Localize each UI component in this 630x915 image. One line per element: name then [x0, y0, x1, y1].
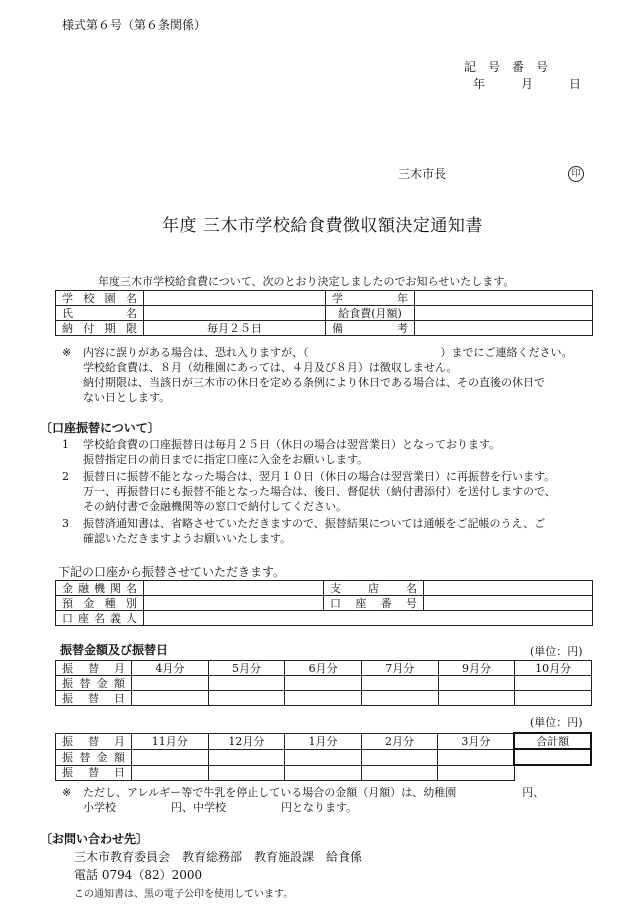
reference-number: 記 号 番 号	[464, 60, 549, 74]
table-row	[56, 321, 593, 336]
total-header: 合計額	[514, 733, 591, 749]
remarks-label: 備考	[326, 321, 415, 336]
transfer-heading: 〔口座振替について〕	[40, 421, 160, 435]
name-value	[144, 306, 326, 321]
grade-value	[415, 291, 593, 306]
grade-label: 学年	[326, 291, 415, 306]
table-row	[56, 749, 592, 765]
transfer-item-number: 3	[62, 517, 69, 530]
issuer-name: 三木市長	[398, 167, 447, 181]
schedule-table-2	[55, 732, 592, 781]
notes-line: 学校給食費は、８月（幼稚園にあっては、４月及び８月）は徴収しません。	[83, 361, 458, 374]
school-value	[144, 291, 326, 306]
transfer-date-label: 振替日	[56, 765, 132, 780]
notes-mark: ※	[62, 346, 72, 359]
notes-line: 内容に誤りがある場合は、恐れ入りますが、（ ）までにご連絡ください。	[83, 346, 573, 359]
allergy-line: ただし、アレルギー等で牛乳を停止している場合の金額（月額）は、幼稚園 円、	[83, 786, 545, 799]
account-number-value	[424, 596, 593, 611]
seal-footnote: この通知書は、黒の電子公印を使用しています。	[74, 889, 294, 900]
transfer-date-label: 振替日	[56, 691, 132, 706]
table-row	[56, 733, 592, 749]
month-header: 1月分	[285, 733, 362, 749]
month-header: 7月分	[361, 661, 438, 676]
contact-phone: 電話 0794（82）2000	[74, 868, 203, 882]
month-header: 10月分	[515, 661, 592, 676]
document-title: 年度 三木市学校給食費徴収額決定通知書	[162, 216, 483, 236]
table-row	[56, 661, 592, 676]
notes-line: ない日とします。	[83, 391, 171, 404]
seal-mark: 印	[568, 166, 584, 182]
account-type-label: 預金種別	[56, 596, 144, 611]
month-header: 3月分	[438, 733, 515, 749]
student-info-table	[55, 290, 593, 336]
account-holder-value	[144, 611, 593, 626]
bank-value	[144, 581, 324, 596]
account-heading: 下記の口座から振替させていただきます。	[58, 565, 286, 579]
table-row	[56, 581, 593, 596]
allergy-line: 小学校 円、中学校 円となります。	[83, 801, 358, 814]
transfer-item-number: 2	[62, 470, 69, 483]
branch-label: 支店名	[324, 581, 424, 596]
notes-line: 納付期限は、当該日が三木市の休日を定める条例により休日である場合は、その直後の休日で	[83, 376, 545, 389]
intro-text: 年度三木市学校給食費について、次のとおり決定しましたのでお知らせいたします。	[98, 275, 515, 288]
transfer-item-line: 学校給食費の口座振替日は毎月２５日（休日の場合は翌営業日）となっております。	[83, 438, 501, 451]
transfer-item-line: 確認いただきますようお願いいたします。	[83, 532, 292, 545]
table-row	[56, 765, 592, 780]
deadline-label: 納付期限	[56, 321, 144, 336]
branch-value	[424, 581, 593, 596]
month-header: 5月分	[208, 661, 285, 676]
month-header: 2月分	[361, 733, 438, 749]
month-header: 11月分	[132, 733, 209, 749]
table-row	[56, 676, 592, 691]
contact-heading: 〔お問い合わせ先〕	[40, 832, 149, 846]
table-row	[56, 611, 593, 626]
month-header: 6月分	[285, 661, 362, 676]
transfer-amount-label: 振替金額	[56, 676, 132, 691]
table-row	[56, 291, 593, 306]
table-row	[56, 596, 593, 611]
transfer-amount-label: 振替金額	[56, 749, 132, 765]
transfer-item-line: 振替済通知書は、省略させていただきますので、振替結果については通帳をご記帳のうえ、ご	[83, 517, 546, 530]
contact-organization: 三木市教育委員会 教育総務部 教育施設課 給食係	[74, 850, 363, 864]
account-number-label: 口座番号	[324, 596, 424, 611]
remarks-value	[415, 321, 593, 336]
form-number: 様式第６号（第６条関係）	[62, 18, 207, 32]
allergy-mark: ※	[62, 786, 72, 799]
schedule-heading: 振替金額及び振替日	[60, 643, 169, 657]
schedule-table-1	[55, 660, 592, 706]
unit-label: (単位：円)	[530, 645, 583, 658]
account-type-value	[144, 596, 324, 611]
month-header: 4月分	[132, 661, 209, 676]
transfer-item-line: 振替指定日の前日までに指定口座に入金をお願いします。	[83, 453, 369, 466]
month-header: 9月分	[438, 661, 515, 676]
account-table	[55, 580, 593, 626]
month-header: 12月分	[208, 733, 285, 749]
table-row	[56, 306, 593, 321]
table-row	[56, 691, 592, 706]
fee-label: 給食費(月額)	[326, 306, 415, 321]
unit-label: (単位：円)	[530, 716, 583, 729]
issue-date: 年 月 日	[473, 77, 582, 91]
transfer-month-label: 振替月	[56, 733, 132, 749]
deadline-value: 毎月２５日	[144, 321, 326, 336]
school-label: 学校園名	[56, 291, 144, 306]
total-value	[514, 749, 591, 765]
transfer-month-label: 振替月	[56, 661, 132, 676]
fee-value	[415, 306, 593, 321]
transfer-item-number: 1	[62, 438, 69, 451]
transfer-item-line: 万一、再振替日にも振替不能となった場合は、後日、督促状（納付書添付）を送付しますので、	[83, 485, 556, 498]
account-holder-label: 口座名義人	[56, 611, 144, 626]
transfer-item-line: 振替日に振替不能となった場合は、翌月１０日（休日の場合は翌営業日）に再振替を行います。	[83, 470, 556, 483]
name-label: 氏名	[56, 306, 144, 321]
transfer-item-line: その納付書で金融機関等の窓口で納付してください。	[83, 500, 347, 513]
bank-label: 金融機関名	[56, 581, 144, 596]
